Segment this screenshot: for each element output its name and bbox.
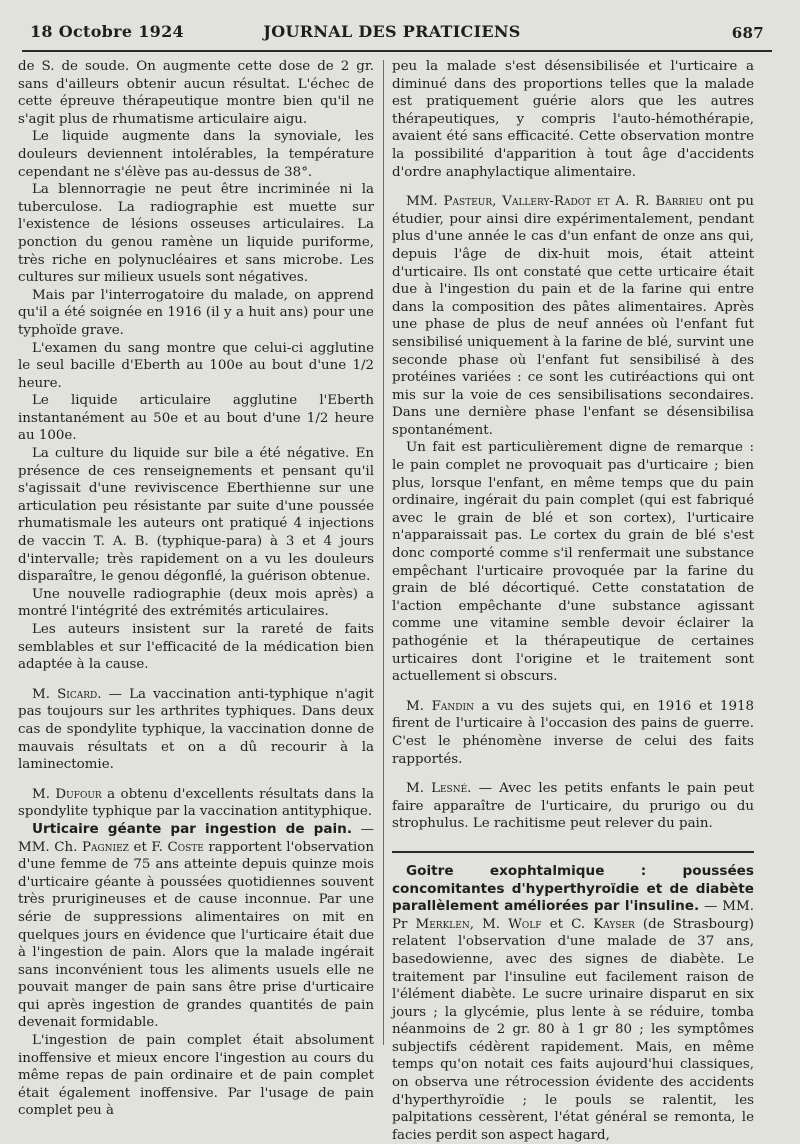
author-name: Merklen (415, 916, 470, 932)
right-column (392, 58, 754, 1144)
paragraph-dufour (18, 786, 374, 821)
author-name: M. Dufour (32, 786, 102, 802)
section-heading: Goitre exophtalmique : poussées concomitantes d'hyperthyroïdie et de diabète parallèlement améliorées par l'insuline. (392, 862, 754, 915)
paragraph-text: rapportent l'observation d'une femme de 75 ans atteinte depuis quinze mois d'urticaire géante à poussées quotidiennes souvent très prurigineuses et de cause inconnue. Par une série de suppressions alimentaires on mit en quelques jours en évidence que l'urticaire était due à l'ingestion de pain. Alors que la malade ingérait sans inconvénient tous les aliments usuels elle ne pouvait manger de pain sans être prise d'urticaire qui après ingestion de grandes quantités de pain devenait formidable. (18, 839, 374, 1031)
paragraph: Le liquide augmente dans la synoviale, les douleurs deviennent intolérables, la température cependant ne s'élève pas au-dessus de 38°. (18, 129, 374, 180)
paragraph-lesne (392, 780, 754, 833)
paragraph-text: ont pu étudier, pour ainsi dire expérimentalement, pendant plus d'une année le cas d'un enfant de onze ans qui, depuis l'âge de dix-huit mois, était atteint d'urticaire. Ils ont constaté que cette urticaire était due à l'ingestion du pain et de la farine qui entre dans la composition des pâtes alimentaires. Après une phase de plus de neuf années où l'enfant fut sensibilisé uniquement à la farine de blé, survint une seconde phase où l'enfant fut sensibilisé à des protéines variées : ce sont les cutiréactions qui ont mis sur la voie de ces sensibilisations secondaires. Dans une dernière phase l'enfant se désensibilisa spontanément. (392, 194, 754, 438)
journal-title: JOURNAL DES PRATICIENS (263, 22, 521, 41)
paragraph-text: a vu des sujets qui, en 1916 et 1918 firent de l'urticaire à l'occasion des pains de guerre. C'est le phénomène inverse de celui des faits rapportés. (392, 698, 755, 767)
section-separator (392, 851, 754, 853)
paragraph: L'examen du sang montre que celui-ci agglutine le seul bacille d'Eberth au 100e au bout d'une 1/2 heure. (18, 340, 374, 391)
author-name: Kayser (593, 916, 635, 932)
page-header (20, 22, 764, 44)
issue-date: 18 Octobre 1924 (30, 22, 184, 41)
paragraph-text: — Avec les petits enfants le pain peut faire apparaître de l'urticaire, du prurigo ou du strophulus. Le rachitisme peut relever du pain. (392, 781, 754, 832)
paragraph-sicard (18, 686, 374, 774)
paragraph-urticaire (18, 821, 374, 1032)
author-name: Coste (167, 839, 204, 855)
paragraph: L'ingestion de pain complet était absolument inoffensive et mieux encore l'ingestion au cours du même repas de pain ordinaire et de pain complet était également inoffensive. Par l'usage de pain complet peu à (18, 1033, 374, 1119)
paragraph: Une nouvelle radiographie (deux mois après) a montré l'intégrité des extrémités articulaires. (18, 586, 374, 620)
paragraph: de S. de soude. On augmente cette dose de 2 gr. sans d'ailleurs obtenir aucun résultat. L'échec de cette épreuve thérapeutique montre bien qu'il ne s'agit plus de rhumatisme articulaire aigu. (18, 59, 374, 127)
paragraph: La blennorragie ne peut être incriminée ni la tuberculose. La radiographie est muette sur l'existence de lésions osseuses articulaires. La ponction du genou ramène un liquide puriforme, très riche en polynucléaires et sans microbe. Les cultures sur milieux usuels sont négatives. (18, 182, 374, 286)
section-heading: Urticaire géante par ingestion de pain. (32, 820, 353, 837)
author-name: Pagniez (81, 839, 129, 855)
paragraph-goitre (392, 863, 754, 1144)
connector-text: , M. (469, 916, 509, 932)
paragraph: La culture du liquide sur bile a été négative. En présence de ces renseignements et pensant qu'il s'agissait d'une reviviscence Eberthienne sur une articulation peu résistante par suite d'une poussée rhumatismale les auteurs ont pratiqué 4 injections de vaccin T. A. B. (typhique-para) à 3 et 4 jours d'intervalle; très rapidement on a vu les douleurs disparaître, le genou dégonflé, la guérison obtenue. (18, 446, 374, 585)
author-names: MM. Pasteur, Vallery-Radot et A. R. Barrieu (406, 194, 703, 210)
heading-dash: — MM. Pr (392, 899, 754, 932)
paragraph-text: (de Strasbourg) relatent l'observation d'une malade de 37 ans, basedowienne, avec des signes de diabète. Le traitement par l'insuline eut facilement raison de l'élément diabète. Le sucre urinaire disparut en six jours ; la glycémie, plus lente à se réduire, tomba néanmoins de 2 gr. 80 à 1 gr 80 ; les symptômes subjectifs cédèrent rapidement. Mais, en même temps qu'on notait ces faits aujourd'hui classiques, on observa une rétrocession évidente des accidents d'hyperthyroïdie ; le pouls se ralentit, les palpitations cessèrent, l'état général se remonta, le facies perdit son aspect hagard, (392, 916, 754, 1143)
paragraph-text: — La vaccination anti-typhique n'agit pas toujours sur les arthrites typhiques. Dans deux cas de spondylite typhique, la vaccination donne de mauvais résultats et on a dû recourir à la laminectomie. (18, 686, 375, 773)
paragraph: Les auteurs insistent sur la rareté de faits semblables et sur l'efficacité de la médication bien adaptée à la cause. (18, 622, 374, 673)
header-rule (22, 50, 772, 52)
paragraph-pasteur (392, 193, 754, 439)
left-column (18, 58, 374, 1120)
paragraph-text: a obtenu d'excellents résultats dans la spondylite typhique par la vaccination antityphique. (18, 786, 374, 820)
paragraph-fandin (392, 698, 754, 768)
author-name: M. Sicard. (32, 686, 102, 702)
author-name: M. Lesné. (406, 781, 472, 797)
page-number: 687 (731, 24, 764, 42)
connector-text: et C. (541, 916, 594, 932)
author-name: M. Fandin (406, 698, 474, 714)
paragraph: Le liquide articulaire agglutine l'Eberth instantanément au 50e et au bout d'une 1/2 heure au 100e. (18, 393, 374, 444)
paragraph: peu la malade s'est désensibilisée et l'urticaire a diminué dans des proportions telles que la malade est pratiquement guérie alors que les autres thérapeutiques, y compris l'auto-hémothérapie, avaient été sans efficacité. Cette observation montre la possibilité d'apparition à tout âge d'accidents d'ordre anaphylactique alimentaire. (392, 59, 754, 180)
heading-dash: — MM. Ch. (18, 821, 374, 855)
column-separator (383, 60, 384, 1045)
connector-text: et F. (128, 839, 168, 855)
paragraph: Un fait est particulièrement digne de remarque : le pain complet ne provoquait pas d'urticaire ; bien plus, lorsque l'enfant, en même temps que du pain ordinaire, ingérait du pain complet (qui est fabriqué avec le grain de blé et son cortex), l'urticaire n'apparaissait pas. Le cortex du grain de blé s'est donc comporté comme s'il renfermait une substance empêchant l'urticaire provoquée par la farine du grain de blé décortiqué. Cette constatation de l'action empêchante d'une substance agissant comme une vitamine semble devoir éclairer la pathogénie et la thérapeutique de certaines urticaires dont l'origine et le traitement sont actuellement si obscurs. (392, 440, 754, 685)
paragraph: Mais par l'interrogatoire du malade, on apprend qu'il a été soignée en 1916 (il y a huit ans) pour une typhoïde grave. (18, 287, 374, 338)
author-name: Wolf (508, 916, 542, 932)
